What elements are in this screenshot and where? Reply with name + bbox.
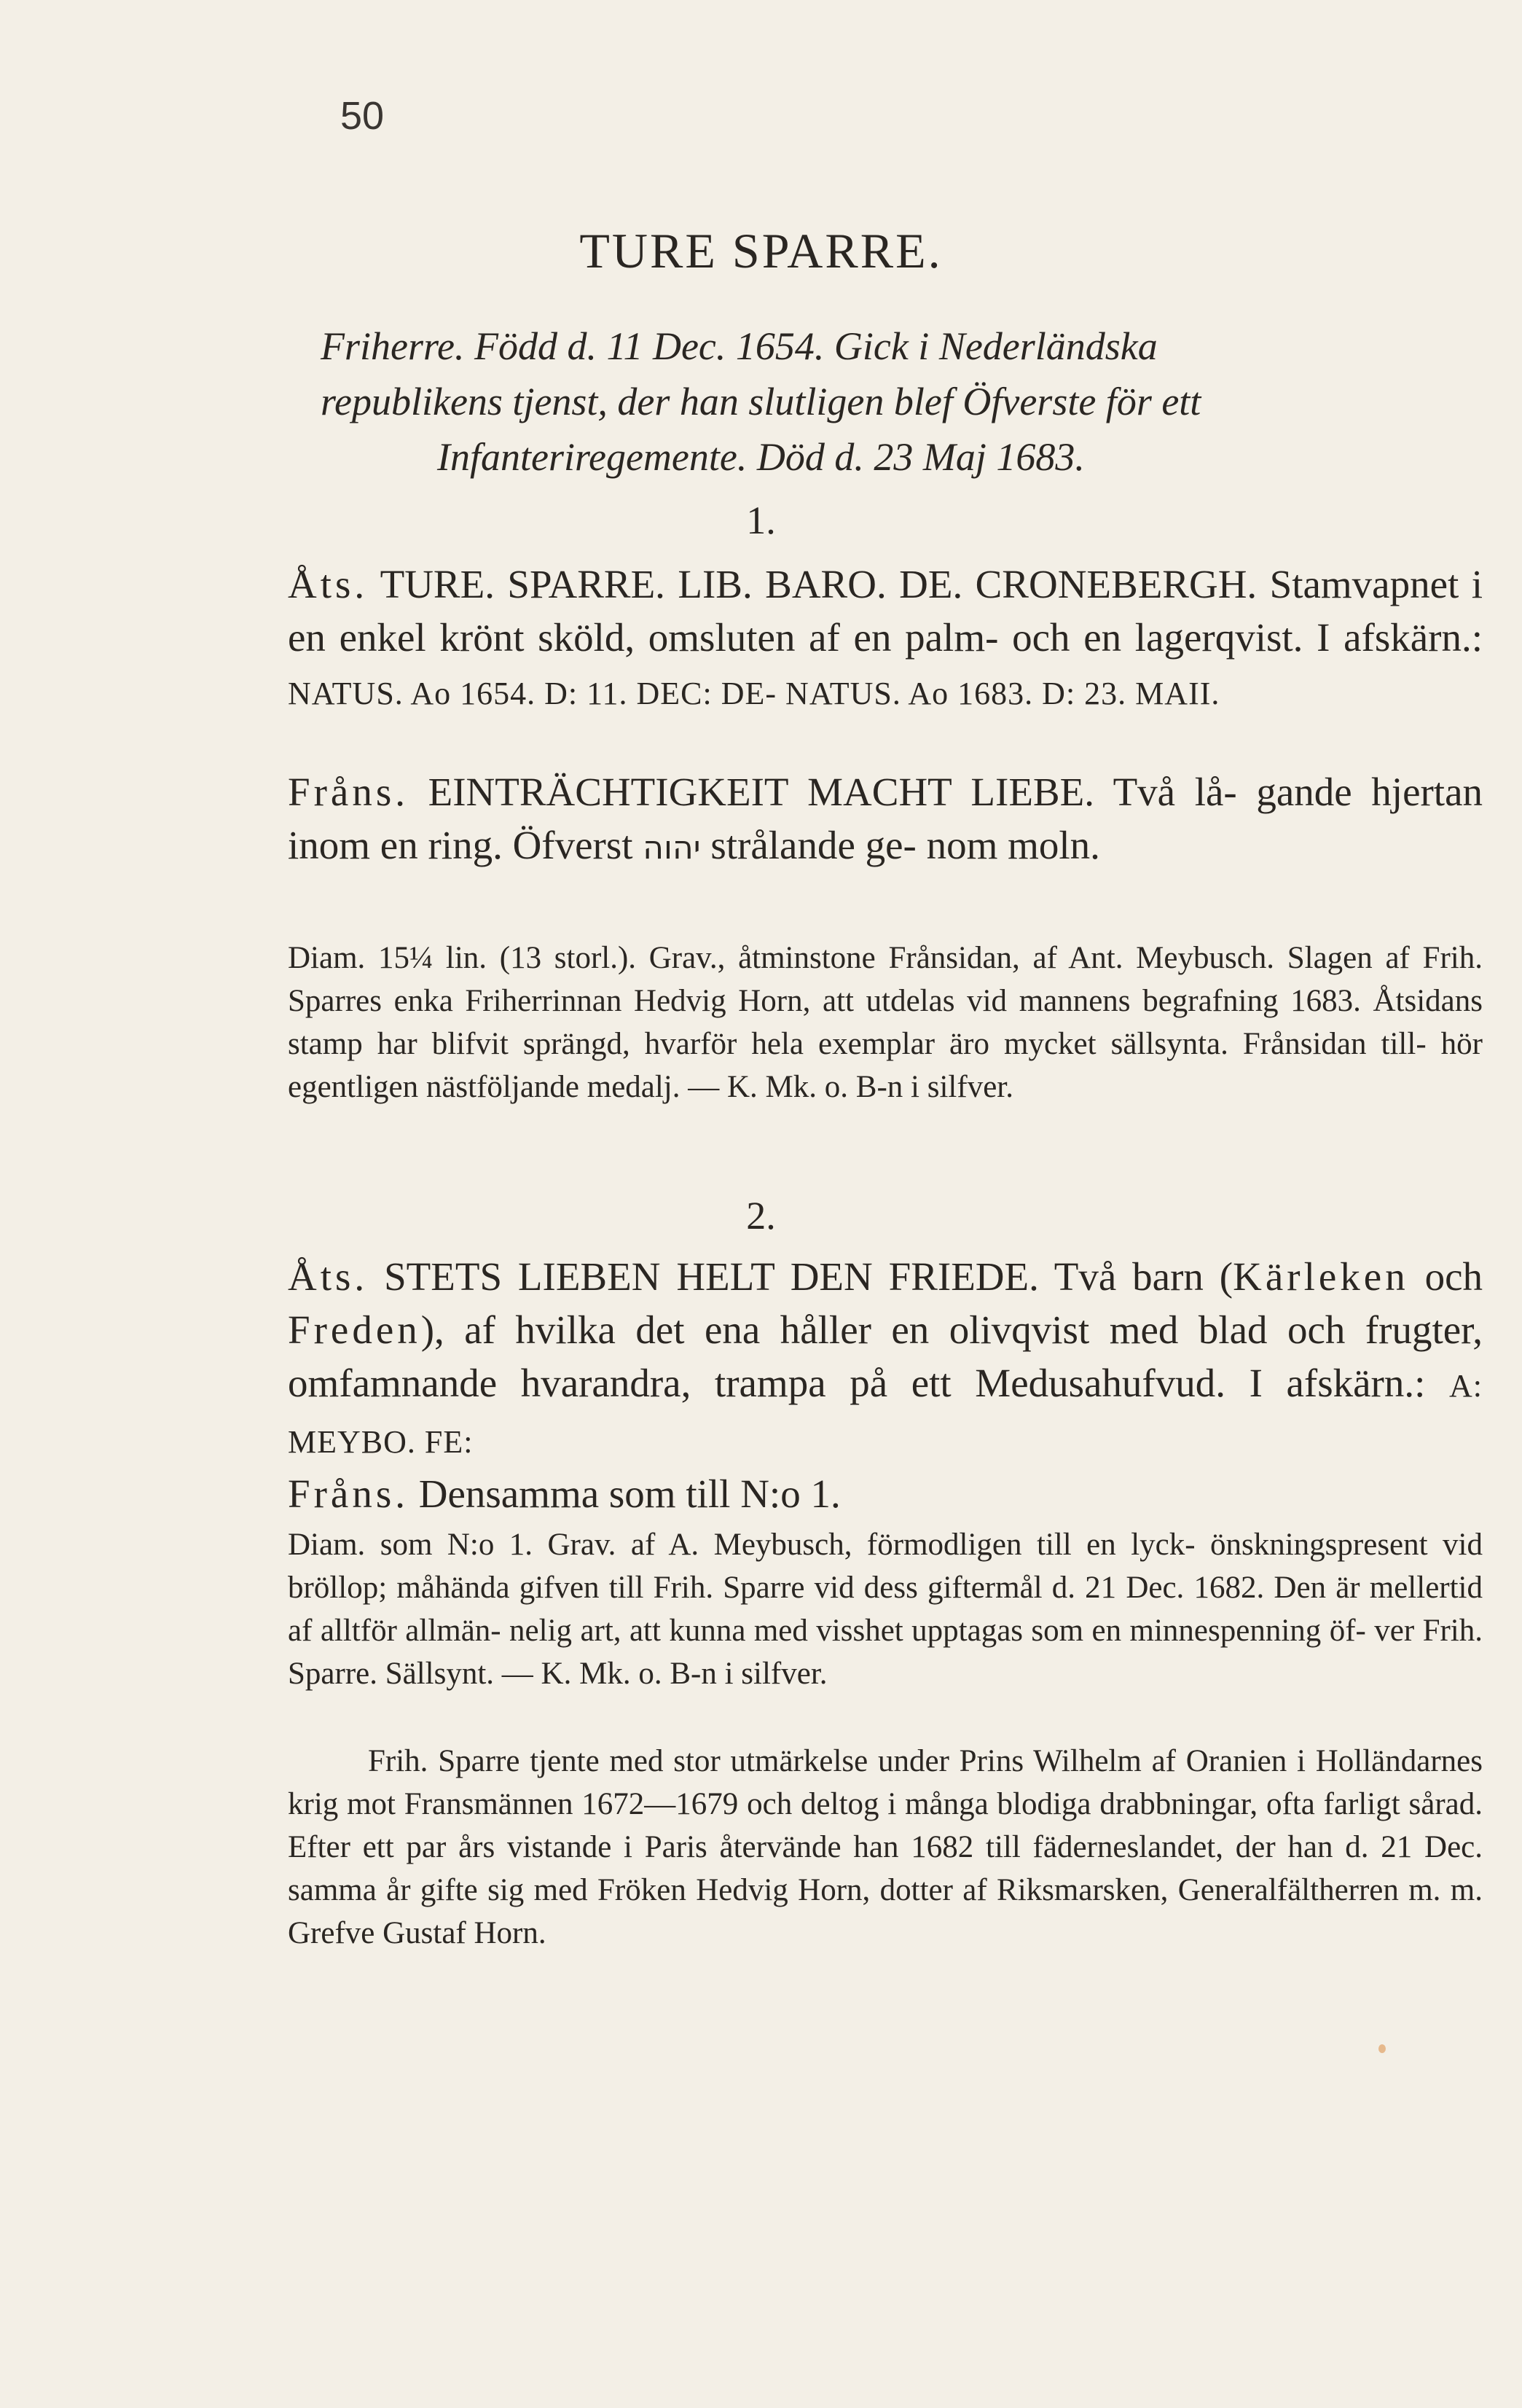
medal-2-number: 2. (746, 1194, 776, 1238)
obverse-label: Åts. (288, 562, 369, 606)
obverse-text: TURE. SPARRE. LIB. BARO. DE. CRONEBERGH. Stamvapnet i en enkel krönt sköld, omsluten af en palm- och en lagerqvist. I afskärn.: (288, 562, 1483, 660)
intro-line-2: republikens tjenst, der han slutligen blef Öfverste för ett (321, 380, 1201, 423)
obverse-exergue: A: MEYBO. FE: (288, 1368, 1483, 1460)
obverse-text: STETS LIEBEN HELT DEN FRIEDE. Två barn ( (384, 1254, 1233, 1299)
medal-2-description: Diam. som N:o 1. Grav. af A. Meybusch, förmodligen till en lyck- önskningspresent vid bröllop; måhända gifven till Frih. Sparre vid dess giftermål d. 21 Dec. 1682. Den är mellertid af alltför allmän- nelig art, att kunna med visshet upptagas som en minnespenning öf- ver Frih. Sparre. Sällsynt. — K. Mk. o. B-n i silfver. (288, 1528, 1483, 1691)
medal-1-obverse (288, 558, 1483, 720)
medal-1-description: Diam. 15¼ lin. (13 storl.). Grav., åtminstone Frånsidan, af Ant. Meybusch. Slagen af Frih. Sparres enka Friherrinnan Hedvig Horn, att utdelas vid mannens begrafning 1683. Åtsidans stamp har blifvit sprängd, hvarför hela exemplar äro mycket sällsynta. Frånsidan till- hör egentligen nästföljande medalj. — K. Mk. o. B-n i silfver. (288, 941, 1483, 1104)
obverse-text: och (1408, 1254, 1483, 1299)
reverse-text-end: strålande ge- nom moln. (710, 823, 1100, 867)
obverse-spaced-word: Kärleken (1233, 1254, 1409, 1299)
reverse-label: Fråns. (288, 1471, 409, 1516)
medal-1-reverse (288, 765, 1483, 875)
reverse-text: Densamma som till N:o 1. (418, 1471, 841, 1516)
obverse-spaced-word: Freden (288, 1307, 421, 1352)
hebrew-inscription: יהוה (643, 829, 701, 867)
ink-speck (1378, 2044, 1386, 2053)
obverse-label: Åts. (288, 1254, 369, 1299)
obverse-text: ), af hvilka det ena håller en olivqvist med blad och frugter, omfamnande hvarandra, trampa på ett Medusahufvud. I afskärn.: (288, 1307, 1483, 1405)
page-number: 50 (340, 94, 385, 138)
page-title: TURE SPARRE. (579, 223, 943, 278)
medal-2-reverse (288, 1467, 1483, 1520)
reverse-label: Fråns. (288, 770, 409, 814)
intro-line-3: Infanteriregemente. Död d. 23 Maj 1683. (437, 435, 1085, 479)
biography: Frih. Sparre tjente med stor utmärkelse under Prins Wilhelm af Oranien i Holländarnes krig mot Fransmännen 1672—1679 och deltog i många blodiga drabbningar, ofta farligt sårad. Efter ett par års vistande i Paris återvände han 1682 till fäderneslandet, der han d. 21 Dec. samma år gifte sig med Fröken Hedvig Horn, dotter af Riksmarsken, Generalfältherren m. m. Grefve Gustaf Horn. (288, 1744, 1483, 1950)
medal-1-number: 1. (746, 499, 776, 542)
reverse-text: EINTRÄCHTIGKEIT MACHT LIEBE. Två lå- gande hjertan inom en ring. Öfverst (288, 770, 1483, 867)
intro-line-1: Friherre. Född d. 11 Dec. 1654. Gick i Nederländska (321, 324, 1158, 368)
medal-2-obverse (288, 1250, 1483, 1469)
obverse-exergue: NATUS. Ao 1654. D: 11. DEC: DE- NATUS. Ao 1683. D: 23. MAII. (288, 676, 1220, 711)
